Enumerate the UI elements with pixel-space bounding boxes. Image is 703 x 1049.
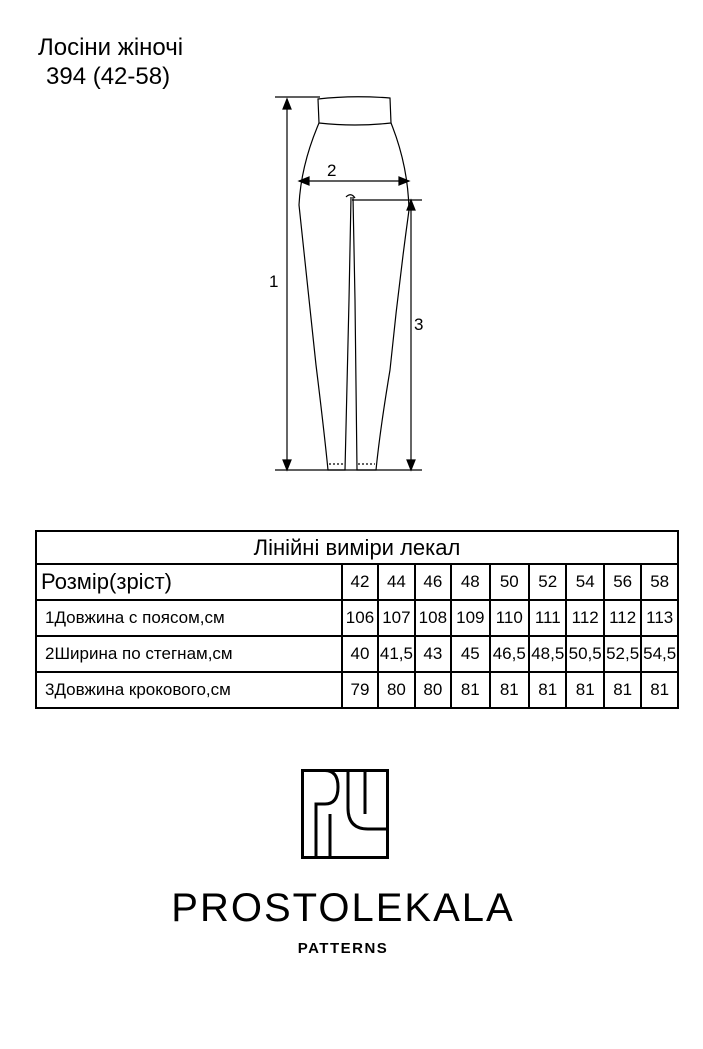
left-leg-outline bbox=[299, 123, 351, 470]
measurements-table bbox=[35, 530, 679, 709]
row-label: 2Ширина по стегнам,см bbox=[36, 636, 342, 672]
measure-1-label: 1 bbox=[269, 272, 279, 291]
size-cell: 42 bbox=[342, 564, 378, 600]
size-cell: 54 bbox=[566, 564, 603, 600]
measure-3-label: 3 bbox=[414, 315, 424, 334]
brand-name: PROSTOLEKALA bbox=[171, 886, 515, 930]
value-cell: 112 bbox=[604, 600, 641, 636]
value-cell: 109 bbox=[451, 600, 489, 636]
size-cell: 56 bbox=[604, 564, 641, 600]
value-cell: 81 bbox=[641, 672, 678, 708]
value-cell: 108 bbox=[415, 600, 451, 636]
right-leg-outline bbox=[353, 123, 409, 470]
measure-2-label: 2 bbox=[327, 161, 337, 180]
garment-title: Лосіни жіночі bbox=[38, 34, 184, 61]
value-cell: 81 bbox=[566, 672, 603, 708]
value-cell: 80 bbox=[415, 672, 451, 708]
size-cell: 48 bbox=[451, 564, 489, 600]
size-cell: 46 bbox=[415, 564, 451, 600]
size-cell: 58 bbox=[641, 564, 678, 600]
size-cell: 50 bbox=[490, 564, 529, 600]
value-cell: 81 bbox=[490, 672, 529, 708]
value-cell: 106 bbox=[342, 600, 378, 636]
value-cell: 107 bbox=[378, 600, 414, 636]
row-label: 1Довжина с поясом,см bbox=[36, 600, 342, 636]
value-cell: 80 bbox=[378, 672, 414, 708]
row-label: 3Довжина крокового,см bbox=[36, 672, 342, 708]
waistband bbox=[318, 97, 391, 125]
table-row bbox=[36, 672, 678, 708]
value-cell: 43 bbox=[415, 636, 451, 672]
size-cell: 44 bbox=[378, 564, 414, 600]
leggings-technical-drawing bbox=[0, 0, 703, 520]
value-cell: 50,5 bbox=[566, 636, 603, 672]
brand-tagline: PATTERNS bbox=[297, 940, 389, 957]
value-cell: 79 bbox=[342, 672, 378, 708]
value-cell: 111 bbox=[529, 600, 566, 636]
size-cell: 52 bbox=[529, 564, 566, 600]
table-row bbox=[36, 636, 678, 672]
model-number: 394 (42-58) bbox=[46, 63, 171, 90]
value-cell: 54,5 bbox=[641, 636, 678, 672]
size-header-row bbox=[36, 564, 678, 600]
table-row bbox=[36, 600, 678, 636]
value-cell: 81 bbox=[604, 672, 641, 708]
value-cell: 46,5 bbox=[490, 636, 529, 672]
table-caption: Лінійні виміри лекал bbox=[36, 531, 678, 564]
value-cell: 40 bbox=[342, 636, 378, 672]
value-cell: 113 bbox=[641, 600, 678, 636]
value-cell: 48,5 bbox=[529, 636, 566, 672]
value-cell: 41,5 bbox=[378, 636, 414, 672]
size-header-label: Розмір(зріст) bbox=[36, 564, 342, 600]
value-cell: 45 bbox=[451, 636, 489, 672]
value-cell: 81 bbox=[451, 672, 489, 708]
brand-logo-icon bbox=[301, 769, 389, 859]
value-cell: 81 bbox=[529, 672, 566, 708]
value-cell: 52,5 bbox=[604, 636, 641, 672]
value-cell: 110 bbox=[490, 600, 529, 636]
value-cell: 112 bbox=[566, 600, 603, 636]
